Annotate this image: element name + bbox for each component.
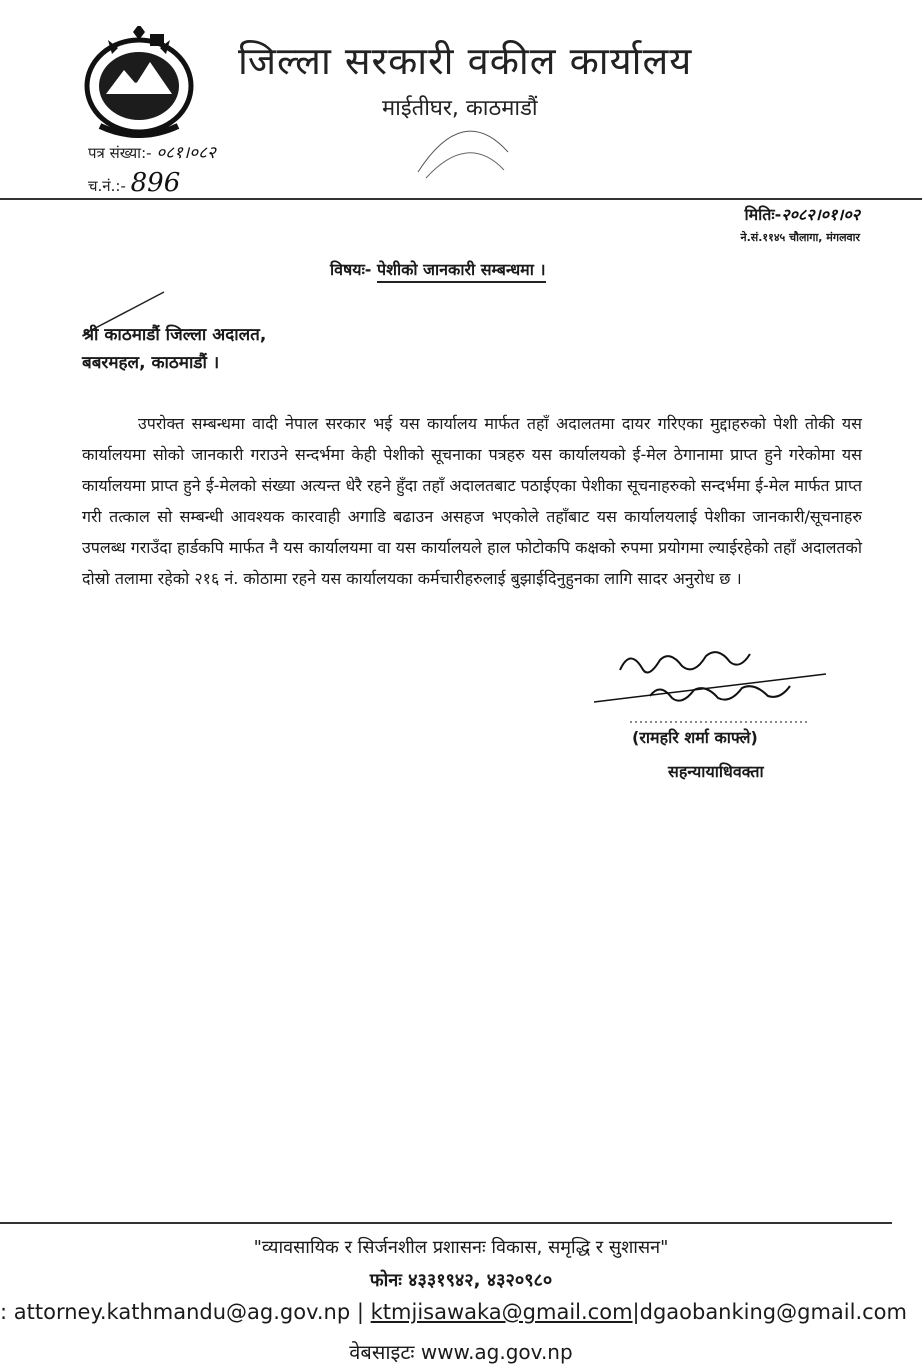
office-stamp-icon bbox=[408, 112, 518, 182]
subject-line: विषयः- पेशीको जानकारी सम्बन्धमा । bbox=[330, 258, 546, 280]
recipient-line-2: बबरमहल, काठमाडौं । bbox=[82, 353, 220, 373]
letter-body: उपरोक्त सम्बन्धमा वादी नेपाल सरकार भई यस कार्यालय मार्फत तहाँ अदालतमा दायर गरिएका मुद्दाहरुको पेशी तोकी यस कार्यालयमा सोको जानकारी गराउने सन्दर्भमा केही पेशीको सूचनाका पत्रहरु यस कार्यालयको ई-मेल ठेगानामा प्राप्त हुने गरेकोमा यस कार्यालयमा प्राप्त हुने ई-मेलको संख्या अत्यन्त धेरै रहने हुँदा तहाँ अदालतबाट पठाईएका पेशीका सूचनाहरुको सन्दर्भमा ई-मेल मार्फत प्राप्त गरी तत्काल सो सम्बन्धी आवश्यक कारवाही अगाडि बढाउन असहज भएकोले तहाँबाट यस कार्यालयलाई पेशीका जानकारी/सूचनाहरु उपलब्ध गराउँदा हार्डकपि मार्फत नै यस कार्यालयमा वा यस कार्यालयले हाल फोटोकपि कक्षको रुपमा प्रयोगमा ल्याईरहेको तहाँ अदालतको दोस्रो तलामा रहेको २१६ नं. कोठामा रहने यस कार्यालयका कर्मचारीहरुलाई बुझाईदिनुहुनका लागि सादर अनुरोध छ । bbox=[82, 414, 862, 588]
office-location: माईतीघर, काठमाडौं bbox=[382, 96, 538, 121]
signatory-title: सहन्यायाधिवक्ता bbox=[668, 762, 764, 781]
handwritten-signature-icon bbox=[590, 640, 830, 730]
office-title: जिल्ला सरकारी वकील कार्यालय bbox=[238, 39, 693, 83]
nepal-emblem-icon bbox=[78, 26, 200, 138]
email-link-1[interactable]: attorney.kathmandu@ag.gov.np bbox=[13, 1300, 351, 1324]
recipient-line-1: श्री काठमाडौं जिल्ला अदालत, bbox=[82, 325, 267, 345]
footer-motto: "व्यावसायिक र सिर्जनशील प्रशासनः विकास, समृद्धि र सुशासन" bbox=[253, 1237, 669, 1258]
footer-emails: : attorney.kathmandu@ag.gov.np | ktmjisawaka@gmail.com|dgaobanking@gmail.com bbox=[0, 1300, 907, 1324]
email-link-3[interactable]: dgaobanking@gmail.com bbox=[639, 1300, 907, 1324]
pen-mark-icon bbox=[80, 288, 170, 338]
letter-number: पत्र संख्या:- ०८१।०८२ bbox=[88, 143, 216, 163]
footer-phone: फोनः ४३३१९४२, ४३२०९८० bbox=[369, 1270, 553, 1291]
header-divider bbox=[0, 198, 922, 200]
letter-date: मितिः-२०८२।०१।०२ bbox=[744, 205, 860, 224]
footer-website[interactable]: वेबसाइटः www.ag.gov.np bbox=[349, 1340, 573, 1364]
nepal-sambat-date: ने.सं.११४५ चौलागा, मंगलवार bbox=[740, 231, 860, 244]
subject-text: पेशीको जानकारी सम्बन्धमा । bbox=[377, 260, 545, 283]
dispatch-number: च.नं.:- 896 bbox=[88, 168, 181, 198]
signatory-name: (रामहरि शर्मा काफ्ले) bbox=[632, 728, 758, 747]
footer-divider bbox=[0, 1222, 892, 1224]
email-link-2[interactable]: ktmjisawaka@gmail.com bbox=[370, 1300, 633, 1324]
